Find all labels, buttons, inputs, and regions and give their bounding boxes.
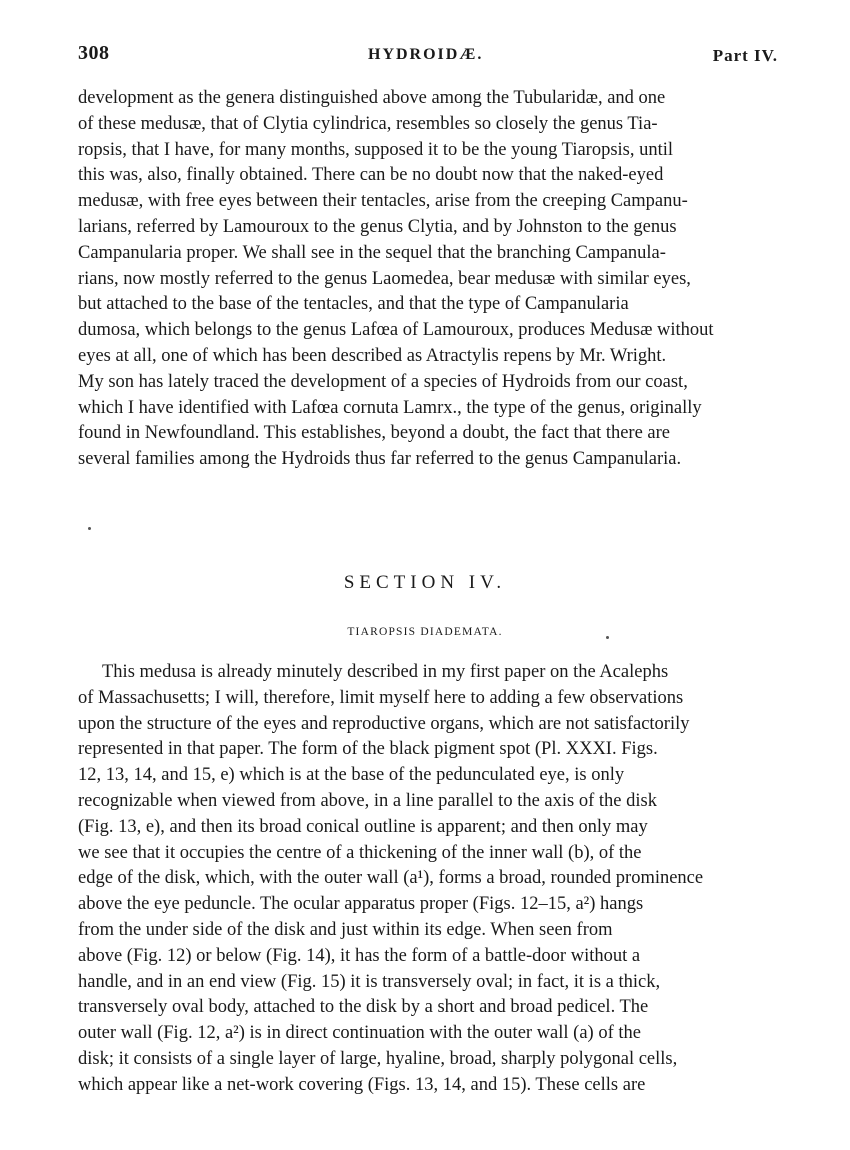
page-number: 308 bbox=[78, 42, 110, 64]
part-label: Part IV. bbox=[712, 46, 778, 65]
text-line: above the eye peduncle. The ocular apparatus proper (Figs. 12–15, a²) hangs bbox=[78, 894, 644, 915]
text-line: edge of the disk, which, with the outer wall (a¹), forms a broad, rounded prominence bbox=[78, 868, 704, 889]
text-line: rians, now mostly referred to the genus Laomedea, bear medusæ with similar eyes, bbox=[78, 268, 691, 289]
text-line: handle, and in an end view (Fig. 15) it is transversely oval; in fact, it is a thick, bbox=[78, 971, 661, 992]
text-line: but attached to the base of the tentacles, and that the type of Campanularia bbox=[78, 294, 629, 315]
text-line: Campanularia proper. We shall see in the sequel that the branching Campanula- bbox=[78, 242, 666, 263]
text-line: outer wall (Fig. 12, a²) is in direct continuation with the outer wall (a) of the bbox=[78, 1023, 641, 1044]
paragraph-tiaropsis bbox=[78, 660, 774, 1099]
text-line: we see that it occupies the centre of a thickening of the inner wall (b), of the bbox=[78, 842, 642, 863]
text-line: 12, 13, 14, and 15, e) which is at the base of the pedunculated eye, is only bbox=[78, 765, 625, 786]
text-line: which I have identified with Lafœa cornuta Lamrx., the type of the genus, originally bbox=[78, 397, 702, 418]
text-line: medusæ, with free eyes between their tentacles, arise from the creeping Campanu- bbox=[78, 191, 688, 212]
text-line: several families among the Hydroids thus far referred to the genus Campanularia. bbox=[78, 449, 682, 470]
text-line: eyes at all, one of which has been described as Atractylis repens by Mr. Wright. bbox=[78, 345, 667, 366]
text-line: this was, also, finally obtained. There can be no doubt now that the naked-eyed bbox=[78, 165, 664, 186]
text-line: of these medusæ, that of Clytia cylindrica, resembles so closely the genus Tia- bbox=[78, 113, 658, 134]
text-line: ropsis, that I have, for many months, supposed it to be the young Tiaropsis, until bbox=[78, 139, 674, 160]
running-title: HYDROIDÆ. bbox=[368, 46, 484, 63]
text-line: larians, referred by Lamouroux to the genus Clytia, and by Johnston to the genus bbox=[78, 216, 677, 237]
text-line: found in Newfoundland. This establishes, beyond a doubt, the fact that there are bbox=[78, 423, 671, 444]
text-line: represented in that paper. The form of the black pigment spot (Pl. XXXI. Figs. bbox=[78, 739, 658, 760]
print-speck bbox=[88, 527, 91, 530]
section-heading: SECTION IV. bbox=[343, 572, 507, 593]
text-line: dumosa, which belongs to the genus Lafœa of Lamouroux, produces Medusæ without bbox=[78, 320, 714, 341]
text-line: from the under side of the disk and just within its edge. When seen from bbox=[78, 919, 613, 940]
text-line: of Massachusetts; I will, therefore, limit myself here to adding a few observations bbox=[78, 687, 684, 708]
section-subheading: TIAROPSIS DIADEMATA. bbox=[347, 626, 503, 638]
paragraph-continued bbox=[78, 86, 774, 473]
text-line: development as the genera distinguished above among the Tubularidæ, and one bbox=[78, 88, 666, 108]
text-line: which appear like a net-work covering (Figs. 13, 14, and 15). These cells are bbox=[78, 1074, 646, 1095]
running-head bbox=[78, 42, 778, 72]
text-line: upon the structure of the eyes and reproductive organs, which are not satisfactorily bbox=[78, 713, 690, 734]
text-line: recognizable when viewed from above, in a line parallel to the axis of the disk bbox=[78, 790, 657, 811]
text-line: transversely oval body, attached to the disk by a short and broad pedicel. The bbox=[78, 997, 649, 1018]
text-line: disk; it consists of a single layer of large, hyaline, broad, sharply polygonal cells, bbox=[78, 1048, 678, 1069]
text-line: (Fig. 13, e), and then its broad conical outline is apparent; and then only may bbox=[78, 816, 648, 837]
text-line: My son has lately traced the development of a species of Hydroids from our coast, bbox=[78, 371, 688, 392]
text-line: above (Fig. 12) or below (Fig. 14), it has the form of a battle-door without a bbox=[78, 945, 641, 966]
text-line: This medusa is already minutely described in my first paper on the Acalephs bbox=[102, 662, 669, 682]
